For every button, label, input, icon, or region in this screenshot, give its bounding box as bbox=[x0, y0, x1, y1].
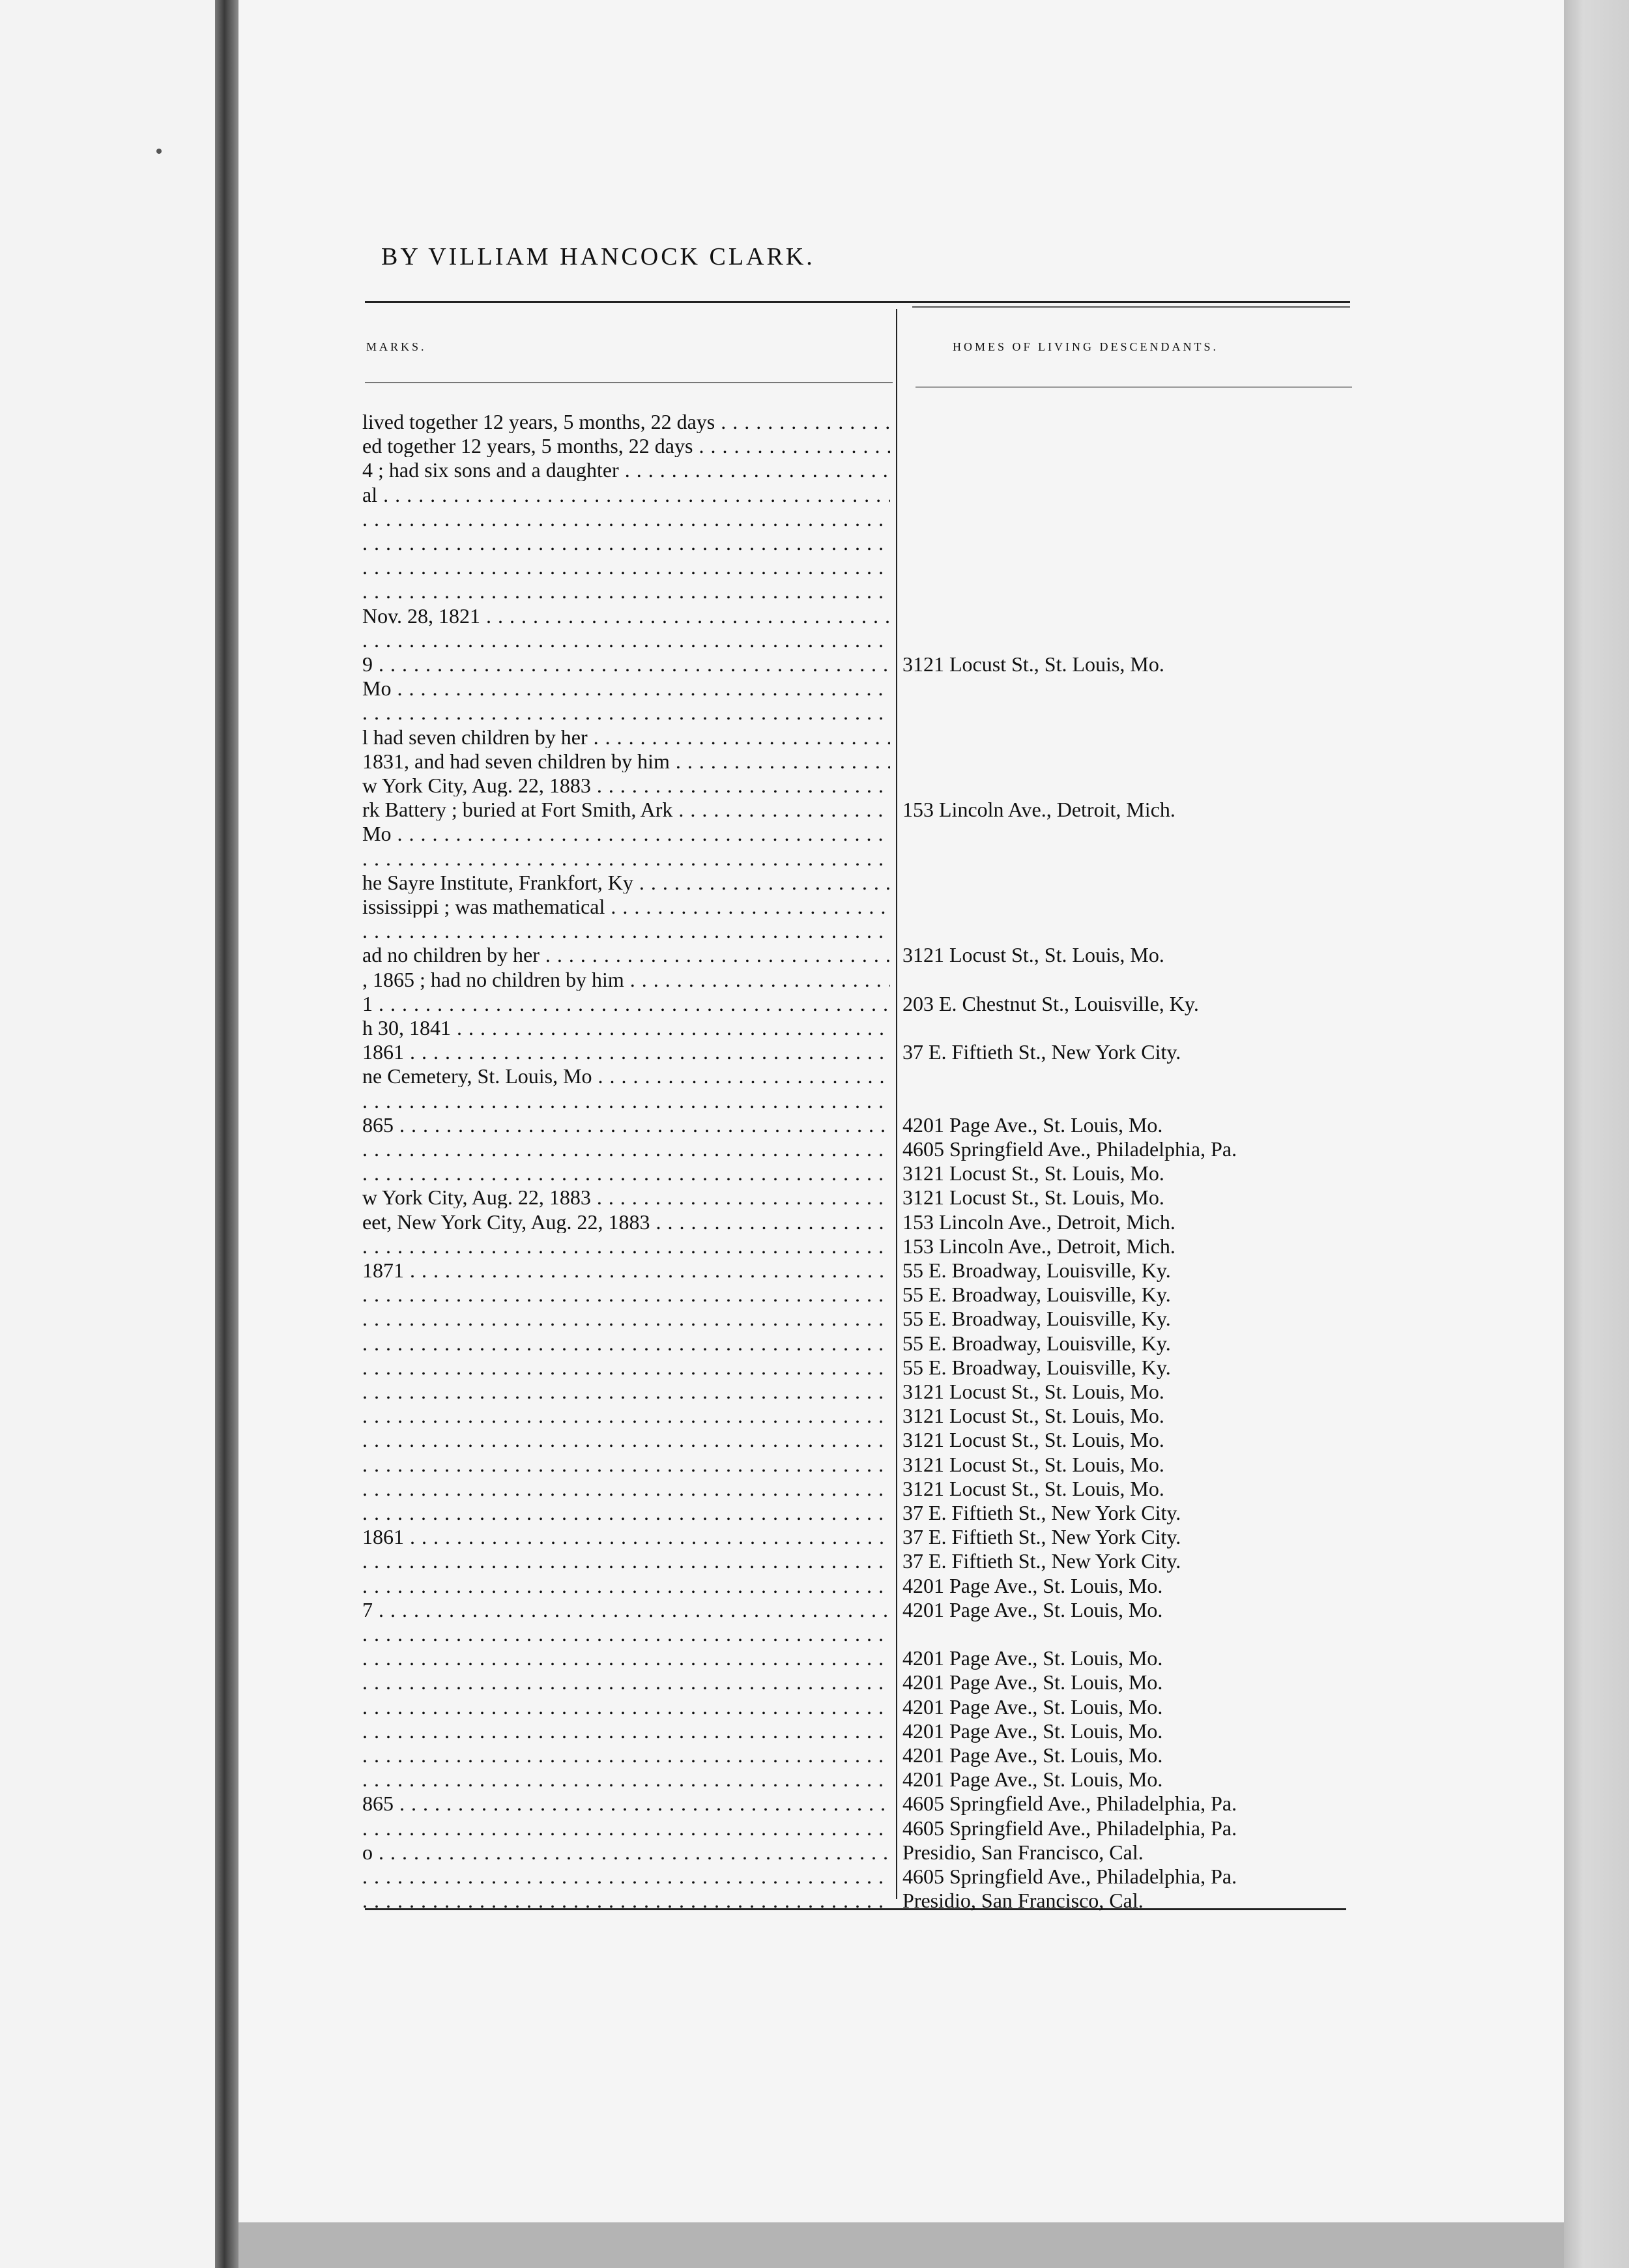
remarks-row bbox=[362, 1307, 890, 1330]
home-address: Presidio, San Francisco, Cal. bbox=[902, 1889, 1144, 1912]
remarks-row: al . . . bbox=[362, 484, 890, 506]
remarks-row bbox=[362, 1889, 890, 1912]
remarks-row bbox=[362, 1332, 890, 1354]
home-address: 4605 Springfield Ave., Philadelphia, Pa. bbox=[902, 1137, 1237, 1161]
remarks-row bbox=[362, 629, 890, 651]
remarks-row bbox=[362, 1404, 890, 1427]
remarks-row: h 30, 1841 . . . bbox=[362, 1017, 890, 1039]
remarks-row: w York City, Aug. 22, 1883 . . . bbox=[362, 774, 890, 796]
home-address: 55 E. Broadway, Louisville, Ky. bbox=[902, 1356, 1171, 1379]
remarks-row: Nov. 28, 1821 . . . bbox=[362, 605, 890, 627]
home-address: 4201 Page Ave., St. Louis, Mo. bbox=[902, 1113, 1163, 1137]
home-address: 55 E. Broadway, Louisville, Ky. bbox=[902, 1283, 1171, 1306]
stray-mark bbox=[156, 149, 162, 154]
page-edge bbox=[1564, 0, 1629, 2268]
remarks-row: , 1865 ; had no children by him . . . bbox=[362, 968, 890, 991]
remarks-row: 9 . . . bbox=[362, 653, 890, 675]
remarks-row: 7 . . . bbox=[362, 1599, 890, 1621]
remarks-row bbox=[362, 1720, 890, 1742]
remarks-row bbox=[362, 1647, 890, 1669]
home-address: 4201 Page Ave., St. Louis, Mo. bbox=[902, 1767, 1163, 1791]
home-address: 55 E. Broadway, Louisville, Ky. bbox=[902, 1258, 1171, 1282]
header-underline-right bbox=[915, 386, 1352, 388]
remarks-row: l had seven children by her . . . bbox=[362, 726, 890, 748]
remarks-row: Mo . . . bbox=[362, 822, 890, 845]
remarks-row bbox=[362, 1138, 890, 1160]
remarks-row bbox=[362, 556, 890, 578]
home-address: 4201 Page Ave., St. Louis, Mo. bbox=[902, 1598, 1163, 1621]
remarks-row bbox=[362, 1162, 890, 1184]
home-address: 3121 Locust St., St. Louis, Mo. bbox=[902, 1453, 1164, 1476]
remarks-row bbox=[362, 1502, 890, 1524]
column-divider bbox=[896, 309, 897, 1899]
home-address: 4605 Springfield Ave., Philadelphia, Pa. bbox=[902, 1792, 1237, 1815]
header-underline-left bbox=[365, 382, 893, 383]
remarks-row bbox=[362, 1865, 890, 1887]
remarks-row bbox=[362, 701, 890, 723]
remarks-column-header: MARKS. bbox=[366, 340, 427, 353]
home-address: 37 E. Fiftieth St., New York City. bbox=[902, 1501, 1181, 1524]
home-address: 153 Lincoln Ave., Detroit, Mich. bbox=[902, 1234, 1175, 1258]
remarks-row bbox=[362, 1235, 890, 1257]
home-address: 4201 Page Ave., St. Louis, Mo. bbox=[902, 1695, 1163, 1719]
home-address: 37 E. Fiftieth St., New York City. bbox=[902, 1525, 1181, 1548]
remarks-row bbox=[362, 508, 890, 530]
home-address: 3121 Locust St., St. Louis, Mo. bbox=[902, 1404, 1164, 1427]
home-address: 3121 Locust St., St. Louis, Mo. bbox=[902, 1477, 1164, 1500]
remarks-row bbox=[362, 1090, 890, 1112]
remarks-row bbox=[362, 1744, 890, 1766]
remarks-row bbox=[362, 1671, 890, 1693]
remarks-row bbox=[362, 1623, 890, 1645]
home-address: 37 E. Fiftieth St., New York City. bbox=[902, 1549, 1181, 1573]
remarks-row: rk Battery ; buried at Fort Smith, Ark . . . bbox=[362, 798, 890, 821]
remarks-row: lived together 12 years, 5 months, 22 days . . . bbox=[362, 411, 890, 433]
remarks-row: 865 . . . bbox=[362, 1114, 890, 1136]
home-address: 203 E. Chestnut St., Louisville, Ky. bbox=[902, 992, 1199, 1015]
remarks-row bbox=[362, 580, 890, 602]
book-spine bbox=[215, 0, 238, 2268]
remarks-row: ad no children by her . . . bbox=[362, 944, 890, 966]
left-page-margin bbox=[0, 0, 215, 2268]
home-address: 55 E. Broadway, Louisville, Ky. bbox=[902, 1331, 1171, 1355]
remarks-row: 4 ; had six sons and a daughter . . . bbox=[362, 459, 890, 481]
home-address: 3121 Locust St., St. Louis, Mo. bbox=[902, 1161, 1164, 1185]
remarks-row bbox=[362, 1477, 890, 1500]
remarks-row: Mo . . . bbox=[362, 677, 890, 699]
remarks-row bbox=[362, 1696, 890, 1718]
remarks-row bbox=[362, 1356, 890, 1378]
home-address: 4605 Springfield Ave., Philadelphia, Pa. bbox=[902, 1816, 1237, 1840]
remarks-row bbox=[362, 532, 890, 554]
remarks-row: 1861 . . . bbox=[362, 1041, 890, 1063]
remarks-row bbox=[362, 1768, 890, 1790]
remarks-row: o . . . bbox=[362, 1841, 890, 1863]
remarks-row: 865 . . . bbox=[362, 1792, 890, 1814]
home-address: 55 E. Broadway, Louisville, Ky. bbox=[902, 1307, 1171, 1330]
top-rule bbox=[365, 301, 1350, 303]
home-address: 4201 Page Ave., St. Louis, Mo. bbox=[902, 1743, 1163, 1767]
remarks-row: 1861 . . . bbox=[362, 1526, 890, 1548]
home-address: 3121 Locust St., St. Louis, Mo. bbox=[902, 1185, 1164, 1209]
home-address: 153 Lincoln Ave., Detroit, Mich. bbox=[902, 1210, 1175, 1234]
remarks-row: 1831, and had seven children by him . . . bbox=[362, 750, 890, 772]
home-address: 4201 Page Ave., St. Louis, Mo. bbox=[902, 1646, 1163, 1670]
page-heading: BY VILLIAM HANCOCK CLARK. bbox=[381, 243, 815, 270]
homes-column-header: HOMES OF LIVING DESCENDANTS. bbox=[953, 340, 1219, 353]
remarks-row bbox=[362, 1575, 890, 1597]
home-address: 3121 Locust St., St. Louis, Mo. bbox=[902, 652, 1164, 676]
remarks-row: w York City, Aug. 22, 1883 . . . bbox=[362, 1186, 890, 1208]
home-address: 4201 Page Ave., St. Louis, Mo. bbox=[902, 1719, 1163, 1743]
remarks-row: 1871 . . . bbox=[362, 1259, 890, 1281]
page-bottom-edge bbox=[238, 2222, 1564, 2268]
remarks-row: eet, New York City, Aug. 22, 1883 . . . bbox=[362, 1211, 890, 1233]
remarks-row bbox=[362, 1817, 890, 1839]
home-address: 4201 Page Ave., St. Louis, Mo. bbox=[902, 1574, 1163, 1597]
home-address: Presidio, San Francisco, Cal. bbox=[902, 1840, 1144, 1864]
remarks-row bbox=[362, 920, 890, 942]
home-address: 37 E. Fiftieth St., New York City. bbox=[902, 1040, 1181, 1064]
remarks-row: ne Cemetery, St. Louis, Mo . . . bbox=[362, 1065, 890, 1087]
remarks-row: 1 . . . bbox=[362, 993, 890, 1015]
remarks-row bbox=[362, 1453, 890, 1476]
top-rule-secondary bbox=[912, 306, 1350, 308]
home-address: 4201 Page Ave., St. Louis, Mo. bbox=[902, 1670, 1163, 1694]
remarks-row bbox=[362, 1283, 890, 1305]
remarks-row: ed together 12 years, 5 months, 22 days . . . bbox=[362, 435, 890, 457]
home-address: 3121 Locust St., St. Louis, Mo. bbox=[902, 1428, 1164, 1451]
remarks-row: ississippi ; was mathematical . . . bbox=[362, 895, 890, 918]
remarks-row bbox=[362, 1429, 890, 1451]
remarks-row bbox=[362, 1380, 890, 1403]
home-address: 4605 Springfield Ave., Philadelphia, Pa. bbox=[902, 1865, 1237, 1888]
remarks-row: he Sayre Institute, Frankfort, Ky . . . bbox=[362, 871, 890, 894]
home-address: 153 Lincoln Ave., Detroit, Mich. bbox=[902, 798, 1175, 821]
remarks-row bbox=[362, 1550, 890, 1572]
remarks-row bbox=[362, 847, 890, 869]
home-address: 3121 Locust St., St. Louis, Mo. bbox=[902, 943, 1164, 967]
home-address: 3121 Locust St., St. Louis, Mo. bbox=[902, 1380, 1164, 1403]
